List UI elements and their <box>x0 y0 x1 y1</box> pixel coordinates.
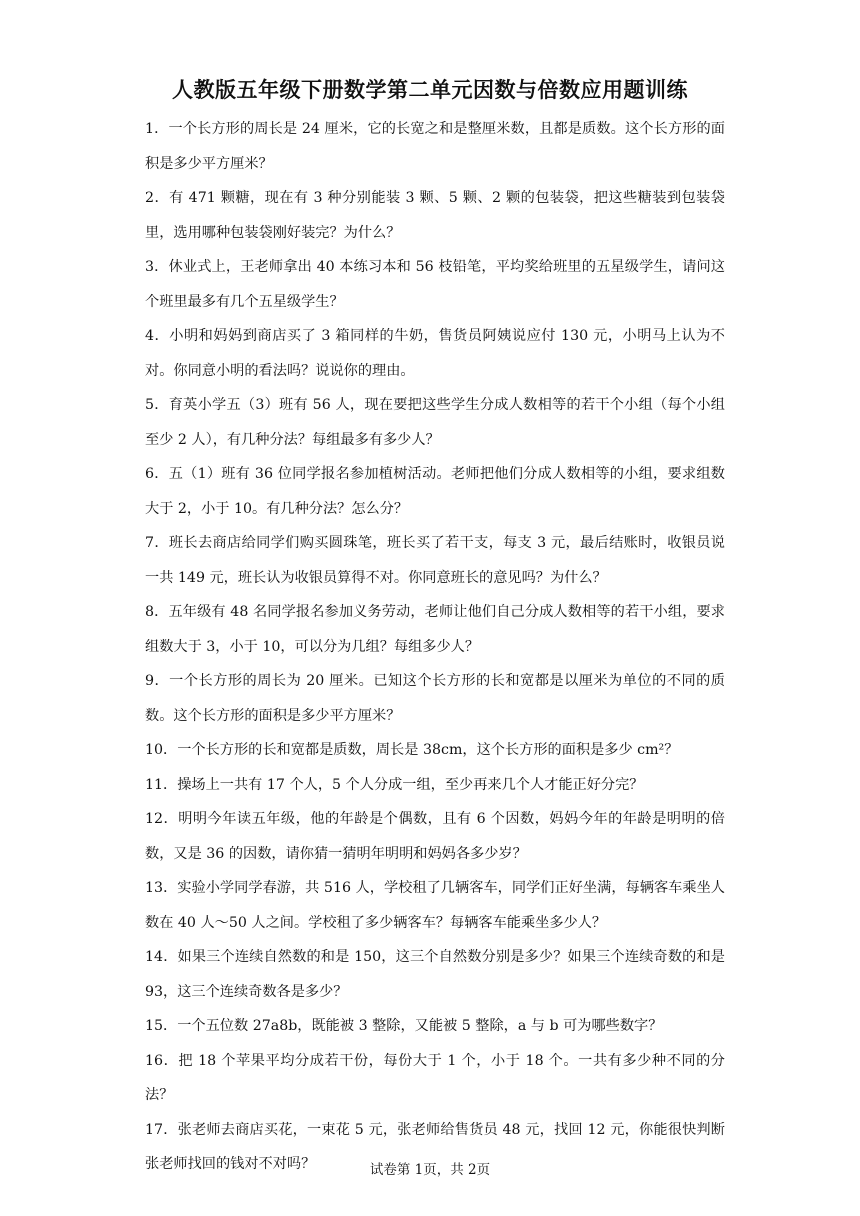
question-item: 7．班长去商店给同学们购买圆珠笔，班长买了若干支，每支 3 元，最后结账时，收银员说一共 149 元，班长认为收银员算得不对。你同意班长的意见吗？为什么？ <box>145 535 725 586</box>
question-item: 9．一个长方形的周长为 20 厘米。已知这个长方形的长和宽都是以厘米为单位的不同的质数。这个长方形的面积是多少平方厘米？ <box>145 673 725 724</box>
question-item: 12．明明今年读五年级，他的年龄是个偶数，且有 6 个因数，妈妈今年的年龄是明明的倍数，又是 36 的因数，请你猜一猜明年明明和妈妈各多少岁？ <box>145 811 725 862</box>
question-list <box>145 112 725 1182</box>
question-item: 14．如果三个连续自然数的和是 150，这三个自然数分别是多少？如果三个连续奇数的和是 93，这三个连续奇数各是多少？ <box>145 949 725 1000</box>
question-item: 15．一个五位数 27a8b，既能被 3 整除，又能被 5 整除，a 与 b 可为哪些数字？ <box>145 1018 663 1034</box>
question-item: 13．实验小学同学春游，共 516 人，学校租了几辆客车，同学们正好坐满，每辆客车乘坐人数在 40 人～50 人之间。学校租了多少辆客车？每辆客车能乘坐多少人？ <box>145 880 725 931</box>
question-item: 4．小明和妈妈到商店买了 3 箱同样的牛奶，售货员阿姨说应付 130 元，小明马上认为不对。你同意小明的看法吗？说说你的理由。 <box>145 328 725 379</box>
page-footer: 试卷第 1页，共 2页 <box>369 1162 491 1178</box>
question-item: 8．五年级有 48 名同学报名参加义务劳动，老师让他们自己分成人数相等的若干小组，要求组数大于 3，小于 10，可以分为几组？每组多少人？ <box>145 604 725 655</box>
question-item: 6．五（1）班有 36 位同学报名参加植树活动。老师把他们分成人数相等的小组，要求组数大于 2，小于 10。有几种分法？怎么分？ <box>145 466 725 517</box>
question-item: 17．张老师去商店买花，一束花 5 元，张老师给售货员 48 元，找回 12 元，你能很快判断张老师找回的钱对不对吗？ <box>145 1121 725 1172</box>
question-item: 10．一个长方形的长和宽都是质数，周长是 38cm，这个长方形的面积是多少 cm²？ <box>145 742 679 758</box>
question-item: 11．操场上一共有 17 个人，5 个人分成一组，至少再来几个人才能正好分完？ <box>145 776 644 793</box>
question-item: 2．有 471 颗糖，现在有 3 种分别能装 3 颗、5 颗、2 颗的包装袋，把这些糖装到包装袋里，选用哪种包装袋刚好装完？为什么？ <box>145 190 725 241</box>
question-item: 5．育英小学五（3）班有 56 人，现在要把这些学生分成人数相等的若干个小组（每个小组至少 2 人），有几种分法？每组最多有多少人？ <box>145 397 725 448</box>
question-item: 3．休业式上，王老师拿出 40 本练习本和 56 枝铅笔，平均奖给班里的五星级学生，请问这个班里最多有几个五星级学生？ <box>145 259 725 310</box>
question-item: 1．一个长方形的周长是 24 厘米，它的长宽之和是整厘米数，且都是质数。这个长方形的面积是多少平方厘米？ <box>145 121 725 172</box>
page-title: 人教版五年级下册数学第二单元因数与倍数应用题训练 <box>172 77 688 102</box>
question-item: 16．把 18 个苹果平均分成若干份，每份大于 1 个，小于 18 个。一共有多少种不同的分法？ <box>145 1052 725 1103</box>
